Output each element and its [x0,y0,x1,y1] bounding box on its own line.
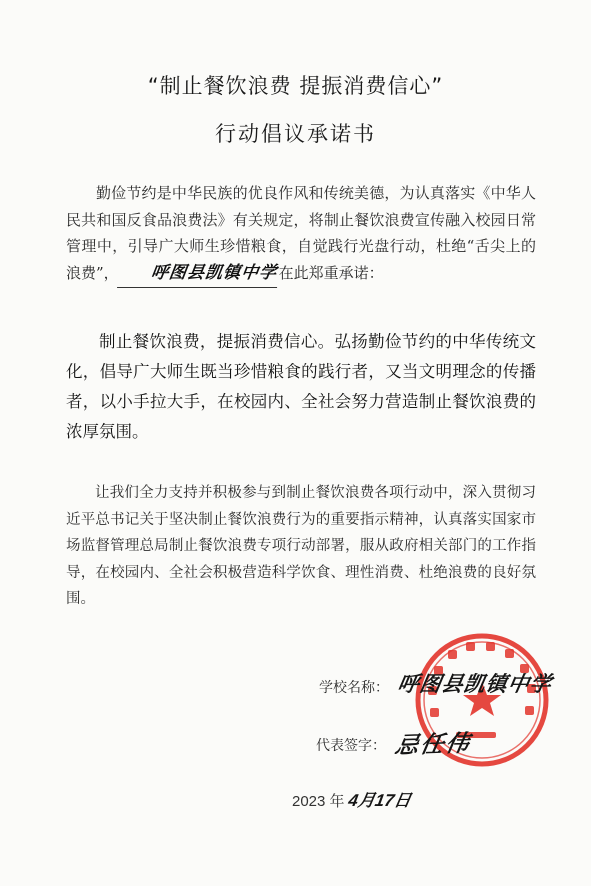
paragraph-2: 制止餐饮浪费，提振消费信心。弘扬勤俭节约的中华传统文化，倡导广大师生既当珍惜粮食的践行者，又当文明理念的传播者，以小手拉大手，在校园内、全社会努力营造制止餐饮浪费的浓厚氛围。 [66,332,536,441]
paragraph-1-tail: 在此郑重承诺： [278,263,384,282]
representative-label: 代表签字： [316,738,386,754]
handwritten-school-signature: 呼图县凯镇中学 [395,672,554,696]
title-line-1: “制止餐饮浪费 提振消费信心” [147,74,444,98]
paragraph-1 [66,180,536,287]
paragraph-1-text: 勤俭节约是中华民族的优良作风和传统美德，为认真落实《中华人民共和国反食品浪费法》有关规定，将制止餐饮浪费宣传融入校园日常管理中，引导广大师生珍惜粮食，自觉践行光盘行动，杜绝“舌尖上的浪费”， [66,184,536,282]
date-year: 2023 年 [292,793,345,810]
handwritten-school-name: 呼图县凯镇中学 [117,260,281,288]
paragraph-3: 让我们全力支持并积极参与到制止餐饮浪费各项行动中，深入贯彻习近平总书记关于坚决制止餐饮浪费行为的重要指示精神，认真落实国家市场监督管理总局制止餐饮浪费专项行动部署，服从政府相关部门的工作指导，在校园内、全社会积极营造科学饮食、理性消费、杜绝浪费的良好氛围。 [66,485,536,607]
date [292,786,411,811]
title-line-2: 行动倡议承诺书 [215,122,376,146]
date-handwritten: 4月17日 [346,791,413,810]
school-name-label: 学校名称： [319,680,389,696]
representative-signature: 忌任伟 [392,730,474,760]
